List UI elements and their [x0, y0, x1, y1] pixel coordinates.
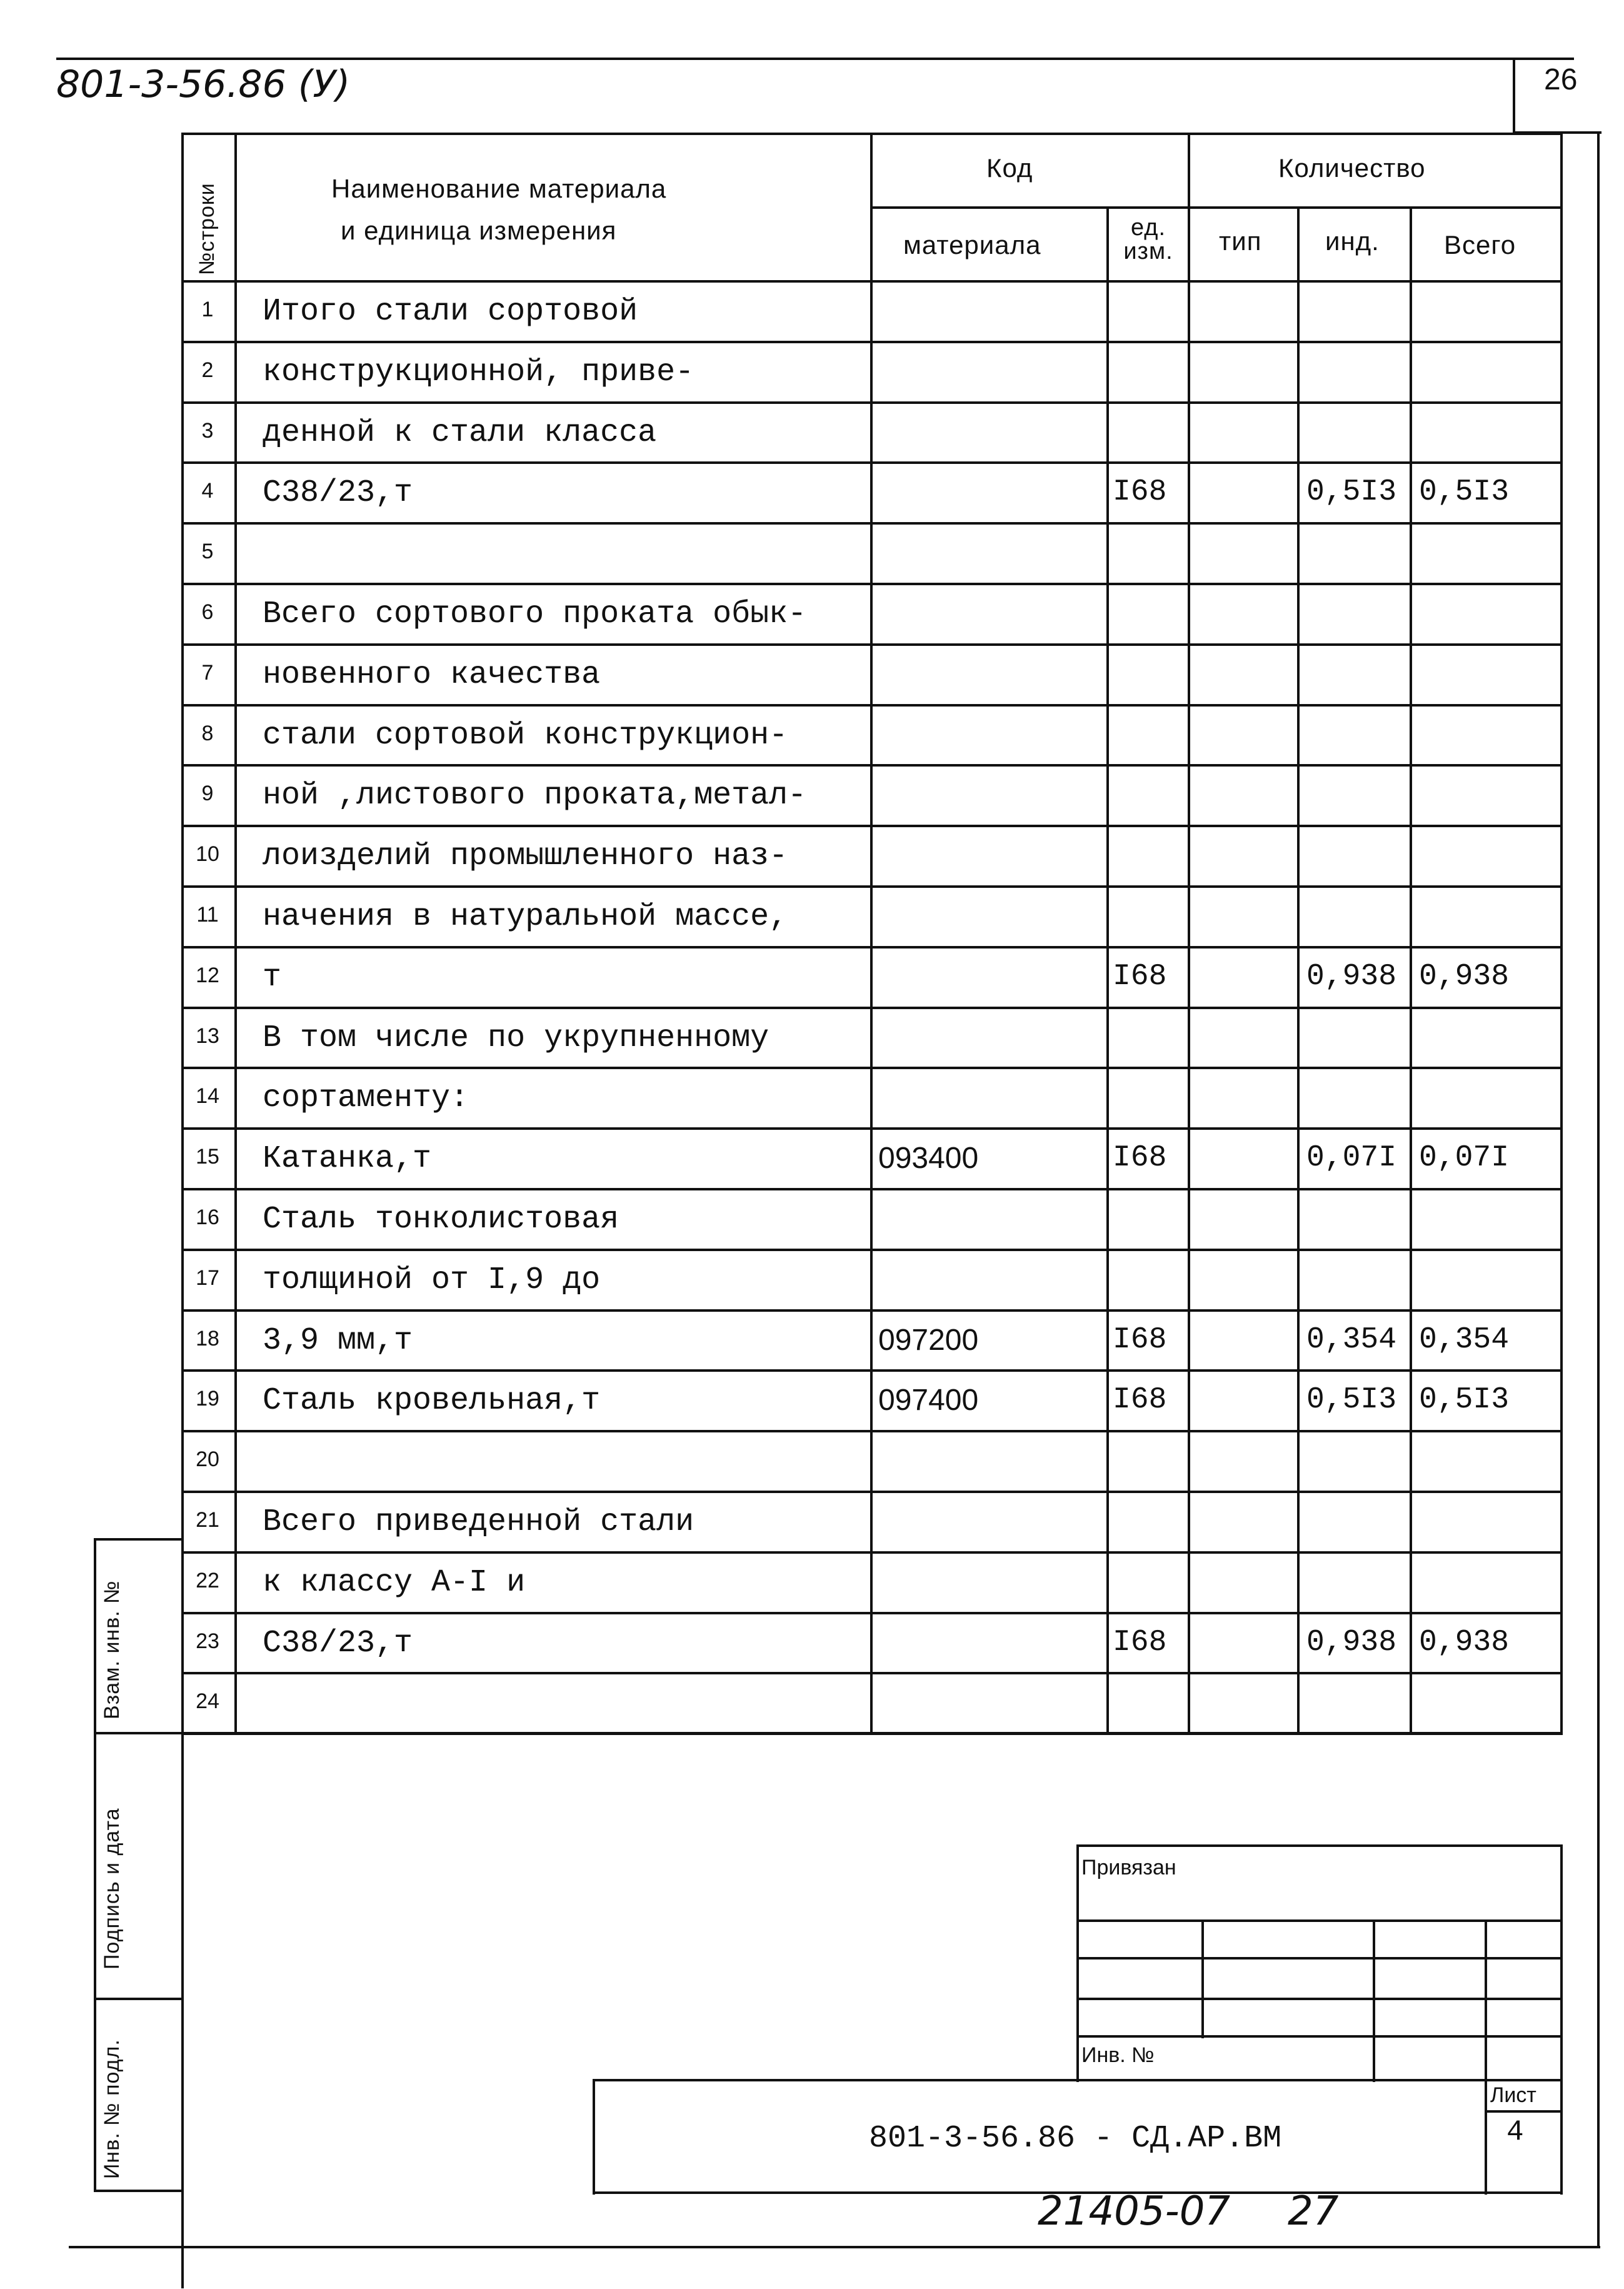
row-number: 9 [201, 782, 214, 805]
quantity-total-cell: 0,07I [1419, 1141, 1510, 1175]
quantity-ind-cell: 0,07I [1306, 1141, 1397, 1175]
row-number: 3 [201, 419, 214, 443]
qty-total-header: Всего [1444, 230, 1516, 259]
material-name-cell: т [263, 960, 282, 995]
document-designation: 801-3-56.86 - СД.АР.ВМ [869, 2121, 1282, 2156]
material-name-cell: новенного качества [263, 657, 601, 693]
quantity-total-cell: 0,938 [1419, 1626, 1510, 1659]
archive-number: 21405-07 [1038, 2188, 1231, 2235]
unit-code-cell: I68 [1113, 1626, 1167, 1659]
material-name-cell: к классу А-I и [263, 1565, 526, 1601]
material-name-cell: начения в натуральной массе, [263, 899, 788, 935]
material-name-cell: 3,9 мм,т [263, 1323, 413, 1359]
sheet-label: Лист [1490, 2083, 1536, 2107]
row-number: 8 [201, 722, 214, 745]
page-number: 26 [1544, 63, 1578, 96]
unit-code-cell: I68 [1113, 475, 1167, 509]
replacement-inv-label: Взам. инв. № [100, 1580, 124, 1719]
quantity-total-cell: 0,354 [1419, 1323, 1510, 1357]
quantity-header: Количество [1278, 153, 1426, 183]
code-header: Код [986, 153, 1033, 183]
row-number: 5 [201, 540, 214, 563]
material-code-cell: 097200 [878, 1324, 979, 1357]
qty-type-header: тип [1219, 226, 1262, 256]
row-number: 13 [196, 1024, 219, 1048]
row-number: 22 [196, 1569, 219, 1592]
row-number: 15 [196, 1145, 219, 1169]
row-number: 7 [201, 661, 214, 685]
unit-code-cell: I68 [1113, 1383, 1167, 1417]
material-name-cell: ной ,листового проката,метал- [263, 778, 807, 813]
qty-ind-header: инд. [1325, 226, 1380, 256]
quantity-ind-cell: 0,5I3 [1306, 475, 1397, 509]
row-number: 24 [196, 1689, 219, 1713]
quantity-total-cell: 0,938 [1419, 960, 1510, 994]
material-name-cell: лоизделий промышленного наз- [263, 838, 788, 874]
original-inv-label: Инв. № подл. [100, 2039, 124, 2179]
row-number-header: №строки [195, 183, 219, 275]
material-name-cell: сортаменту: [263, 1080, 469, 1116]
attached-label: Привязан [1081, 1856, 1176, 1879]
quantity-ind-cell: 0,354 [1306, 1323, 1397, 1357]
quantity-total-cell: 0,5I3 [1419, 1383, 1510, 1417]
row-number: 20 [196, 1447, 219, 1471]
material-name-cell: Сталь кровельная,т [263, 1383, 601, 1419]
material-name-cell: стали сортовой конструкцион- [263, 718, 788, 753]
quantity-ind-cell: 0,938 [1306, 1626, 1397, 1659]
material-name-cell: С38/23,т [263, 475, 413, 511]
row-number: 12 [196, 963, 219, 987]
unit-code-cell: I68 [1113, 1141, 1167, 1175]
row-number: 16 [196, 1205, 219, 1229]
row-number: 6 [201, 600, 214, 624]
unit-code-cell: I68 [1113, 960, 1167, 994]
name-header-line2: и единица измерения [341, 216, 617, 245]
row-number: 23 [196, 1629, 219, 1653]
row-number: 10 [196, 842, 219, 866]
quantity-ind-cell: 0,938 [1306, 960, 1397, 994]
quantity-total-cell: 0,5I3 [1419, 475, 1510, 509]
inventory-number-label: Инв. № [1081, 2043, 1155, 2067]
row-number: 4 [201, 479, 214, 503]
material-name-cell: В том числе по укрупненному [263, 1020, 769, 1056]
material-name-cell: Всего приведенной стали [263, 1504, 694, 1540]
material-code-cell: 097400 [878, 1384, 979, 1417]
row-number: 19 [196, 1387, 219, 1411]
row-number: 2 [201, 358, 214, 382]
quantity-ind-cell: 0,5I3 [1306, 1383, 1397, 1417]
row-number: 11 [196, 903, 219, 927]
row-number: 17 [196, 1266, 219, 1290]
code-material-header: материала [903, 230, 1041, 259]
unit-code-cell: I68 [1113, 1323, 1167, 1357]
material-name-cell: денной к стали класса [263, 415, 657, 451]
total-page-number: 27 [1288, 2188, 1339, 2235]
row-number: 18 [196, 1327, 219, 1351]
code-unit-header: ед. изм. [1123, 214, 1173, 264]
sheet-number: 4 [1506, 2116, 1524, 2148]
material-name-cell: С38/23,т [263, 1626, 413, 1661]
material-name-cell: конструкционной, приве- [263, 355, 694, 390]
material-name-cell: Сталь тонколистовая [263, 1202, 619, 1237]
material-code-cell: 093400 [878, 1142, 979, 1175]
material-name-cell: Всего сортового проката обык- [263, 596, 807, 632]
document-code-header: 801-3-56.86 (У) [56, 63, 351, 106]
material-name-cell: Итого стали сортовой [263, 294, 638, 330]
material-name-cell: Катанка,т [263, 1141, 432, 1177]
signature-date-label: Подпись и дата [100, 1808, 124, 1970]
row-number: 21 [196, 1508, 219, 1532]
row-number: 1 [201, 298, 214, 321]
material-name-cell: толщиной от I,9 до [263, 1262, 601, 1298]
name-header-line1: Наименование материала [331, 174, 667, 203]
row-number: 14 [196, 1084, 219, 1108]
